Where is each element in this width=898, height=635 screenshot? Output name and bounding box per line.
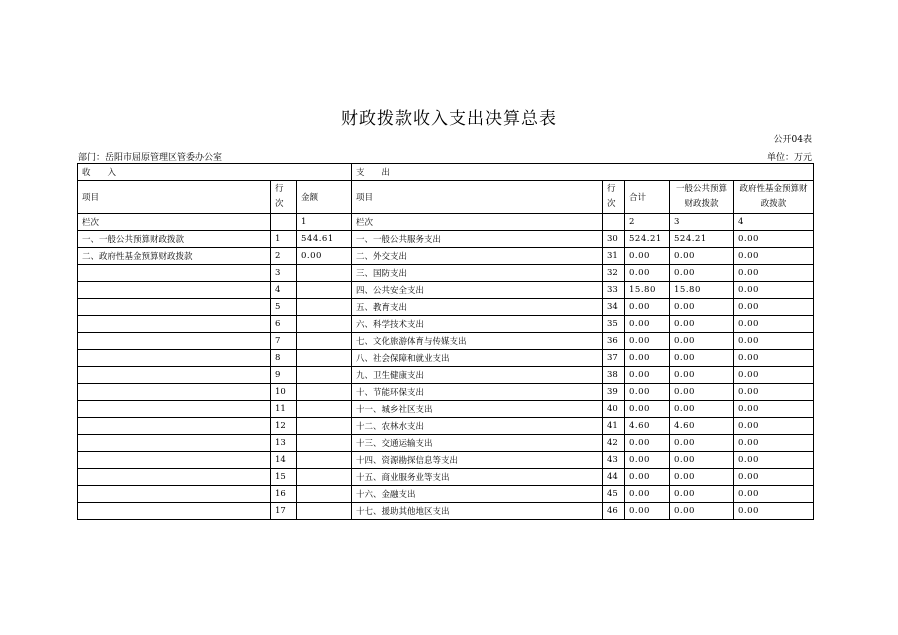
expense-item-cell: 九、卫生健康支出 (352, 367, 603, 384)
expense-item-cell: 十一、城乡社区支出 (352, 401, 603, 418)
income-item-cell (78, 367, 271, 384)
table-row (78, 333, 814, 350)
income-line-cell: 6 (271, 316, 297, 333)
income-item-cell (78, 435, 271, 452)
expense-line-cell: 37 (603, 350, 625, 367)
col-number-2: 2 (625, 214, 670, 231)
fund-budget-cell: 0.00 (734, 469, 814, 486)
col-number-4: 4 (734, 214, 814, 231)
total-cell: 4.60 (625, 418, 670, 435)
income-item-cell (78, 265, 271, 282)
total-cell: 524.21 (625, 231, 670, 248)
amount-cell (297, 384, 352, 401)
income-item-cell (78, 316, 271, 333)
general-budget-cell: 0.00 (670, 469, 734, 486)
income-line-cell: 9 (271, 367, 297, 384)
col-number-1: 1 (297, 214, 352, 231)
income-section-header: 收 入 (78, 164, 352, 181)
expense-item-cell: 十、节能环保支出 (352, 384, 603, 401)
fund-budget-cell: 0.00 (734, 316, 814, 333)
general-budget-cell: 0.00 (670, 350, 734, 367)
income-line-cell: 13 (271, 435, 297, 452)
unit-label: 单位：万元 (766, 153, 812, 163)
fund-budget-cell: 0.00 (734, 435, 814, 452)
amount-cell (297, 486, 352, 503)
income-item-cell (78, 282, 271, 299)
income-item-header: 项目 (78, 181, 271, 214)
general-budget-cell: 0.00 (670, 333, 734, 350)
expense-item-cell: 六、科学技术支出 (352, 316, 603, 333)
fund-budget-cell: 0.00 (734, 367, 814, 384)
income-item-cell: 一、一般公共预算财政拨款 (78, 231, 271, 248)
income-line-cell: 12 (271, 418, 297, 435)
income-line-cell: 7 (271, 333, 297, 350)
income-item-cell (78, 418, 271, 435)
fund-budget-cell: 0.00 (734, 248, 814, 265)
section-header-row (78, 164, 814, 181)
income-item-cell (78, 350, 271, 367)
form-number: 公开04表 (773, 135, 812, 145)
amount-header: 金额 (297, 181, 352, 214)
total-cell: 0.00 (625, 333, 670, 350)
income-line-cell: 5 (271, 299, 297, 316)
amount-cell: 0.00 (297, 248, 352, 265)
expense-line-cell: 38 (603, 367, 625, 384)
income-item-cell (78, 401, 271, 418)
department-label: 部门：岳阳市屈原管理区管委办公室 (78, 153, 223, 163)
income-line-cell: 17 (271, 503, 297, 520)
income-line-cell: 3 (271, 265, 297, 282)
expense-item-cell: 七、文化旅游体育与传媒支出 (352, 333, 603, 350)
income-line-cell: 11 (271, 401, 297, 418)
expense-item-header: 项目 (352, 181, 603, 214)
expense-line-cell: 30 (603, 231, 625, 248)
table-row (78, 231, 814, 248)
general-budget-cell: 0.00 (670, 367, 734, 384)
table-row (78, 282, 814, 299)
total-cell: 0.00 (625, 503, 670, 520)
fund-budget-cell: 0.00 (734, 350, 814, 367)
expense-line-cell: 35 (603, 316, 625, 333)
amount-cell (297, 282, 352, 299)
expense-line-cell: 36 (603, 333, 625, 350)
total-cell: 15.80 (625, 282, 670, 299)
total-header: 合计 (625, 181, 670, 214)
total-cell: 0.00 (625, 401, 670, 418)
expense-section-header: 支 出 (352, 164, 814, 181)
income-item-cell: 二、政府性基金预算财政拨款 (78, 248, 271, 265)
expense-item-cell: 十五、商业服务业等支出 (352, 469, 603, 486)
expense-item-cell: 十七、援助其他地区支出 (352, 503, 603, 520)
amount-cell (297, 350, 352, 367)
expense-item-cell: 十二、农林水支出 (352, 418, 603, 435)
general-budget-cell: 0.00 (670, 486, 734, 503)
expense-item-cell: 四、公共安全支出 (352, 282, 603, 299)
expense-item-cell: 二、外交支出 (352, 248, 603, 265)
general-budget-cell: 0.00 (670, 299, 734, 316)
table-row (78, 401, 814, 418)
income-item-cell (78, 333, 271, 350)
expense-item-cell: 三、国防支出 (352, 265, 603, 282)
table-row (78, 486, 814, 503)
total-cell: 0.00 (625, 248, 670, 265)
expense-item-cell: 十三、交通运输支出 (352, 435, 603, 452)
income-item-cell (78, 486, 271, 503)
income-line-cell: 14 (271, 452, 297, 469)
expense-line-cell: 42 (603, 435, 625, 452)
expense-line-cell: 43 (603, 452, 625, 469)
expense-line-cell: 32 (603, 265, 625, 282)
expense-line-cell: 46 (603, 503, 625, 520)
general-budget-cell: 0.00 (670, 401, 734, 418)
table-row (78, 350, 814, 367)
general-budget-cell: 0.00 (670, 248, 734, 265)
amount-cell (297, 503, 352, 520)
column-number-row (78, 214, 814, 231)
amount-cell (297, 333, 352, 350)
expense-item-cell: 五、教育支出 (352, 299, 603, 316)
amount-cell (297, 469, 352, 486)
total-cell: 0.00 (625, 299, 670, 316)
total-cell: 0.00 (625, 350, 670, 367)
table-row (78, 503, 814, 520)
amount-cell (297, 316, 352, 333)
fund-budget-cell: 0.00 (734, 452, 814, 469)
fund-budget-cell: 0.00 (734, 231, 814, 248)
amount-cell (297, 435, 352, 452)
general-budget-cell: 0.00 (670, 265, 734, 282)
amount-cell (297, 418, 352, 435)
expense-item-cell: 八、社会保障和就业支出 (352, 350, 603, 367)
income-line-header: 行 次 (271, 181, 297, 214)
income-line-cell: 4 (271, 282, 297, 299)
amount-cell: 544.61 (297, 231, 352, 248)
expense-line-cell: 31 (603, 248, 625, 265)
fund-budget-cell: 0.00 (734, 282, 814, 299)
fund-budget-cell: 0.00 (734, 503, 814, 520)
fund-budget-cell: 0.00 (734, 265, 814, 282)
fund-budget-cell: 0.00 (734, 384, 814, 401)
table-row (78, 452, 814, 469)
expense-line-cell: 40 (603, 401, 625, 418)
expense-line-cell: 34 (603, 299, 625, 316)
expense-line-cell: 33 (603, 282, 625, 299)
expense-item-cell: 十六、金融支出 (352, 486, 603, 503)
income-line-cell: 1 (271, 231, 297, 248)
table-row (78, 435, 814, 452)
income-line-cell: 16 (271, 486, 297, 503)
income-item-cell (78, 299, 271, 316)
income-item-cell (78, 384, 271, 401)
income-item-cell (78, 503, 271, 520)
table-row (78, 248, 814, 265)
amount-cell (297, 401, 352, 418)
total-cell: 0.00 (625, 486, 670, 503)
page-title: 财政拨款收入支出决算总表 (341, 109, 557, 129)
expense-line-header: 行 次 (603, 181, 625, 214)
income-line-cell: 2 (271, 248, 297, 265)
amount-cell (297, 265, 352, 282)
expense-line-cell: 39 (603, 384, 625, 401)
total-cell: 0.00 (625, 316, 670, 333)
amount-cell (297, 299, 352, 316)
income-item-cell (78, 469, 271, 486)
table-row (78, 367, 814, 384)
general-budget-cell: 0.00 (670, 452, 734, 469)
total-cell: 0.00 (625, 384, 670, 401)
general-budget-cell: 524.21 (670, 231, 734, 248)
table-row (78, 469, 814, 486)
fund-budget-cell: 0.00 (734, 418, 814, 435)
table-row (78, 316, 814, 333)
general-budget-cell: 0.00 (670, 384, 734, 401)
income-line-cell: 10 (271, 384, 297, 401)
income-line-cell: 15 (271, 469, 297, 486)
table-row (78, 384, 814, 401)
total-cell: 0.00 (625, 367, 670, 384)
total-cell: 0.00 (625, 265, 670, 282)
fund-budget-cell: 0.00 (734, 486, 814, 503)
general-budget-cell: 15.80 (670, 282, 734, 299)
col-number-3: 3 (670, 214, 734, 231)
budget-table (77, 163, 814, 520)
amount-cell (297, 452, 352, 469)
income-item-cell (78, 452, 271, 469)
amount-cell (297, 367, 352, 384)
fund-budget-header: 政府性基金预算财 政拨款 (734, 181, 814, 214)
expense-item-cell: 一、一般公共服务支出 (352, 231, 603, 248)
total-cell: 0.00 (625, 469, 670, 486)
general-budget-cell: 0.00 (670, 435, 734, 452)
general-budget-cell: 0.00 (670, 316, 734, 333)
expense-line-cell: 44 (603, 469, 625, 486)
col-row-label-2: 栏次 (352, 214, 603, 231)
expense-line-cell: 45 (603, 486, 625, 503)
column-header-row (78, 181, 814, 214)
fund-budget-cell: 0.00 (734, 333, 814, 350)
table-row (78, 299, 814, 316)
expense-line-cell: 41 (603, 418, 625, 435)
income-line-cell: 8 (271, 350, 297, 367)
table-row (78, 418, 814, 435)
general-budget-cell: 4.60 (670, 418, 734, 435)
general-budget-cell: 0.00 (670, 503, 734, 520)
table-row (78, 265, 814, 282)
general-budget-header: 一般公共预算 财政拨款 (670, 181, 734, 214)
fund-budget-cell: 0.00 (734, 401, 814, 418)
fund-budget-cell: 0.00 (734, 299, 814, 316)
total-cell: 0.00 (625, 452, 670, 469)
total-cell: 0.00 (625, 435, 670, 452)
col-row-label: 栏次 (78, 214, 271, 231)
expense-item-cell: 十四、资源勘探信息等支出 (352, 452, 603, 469)
